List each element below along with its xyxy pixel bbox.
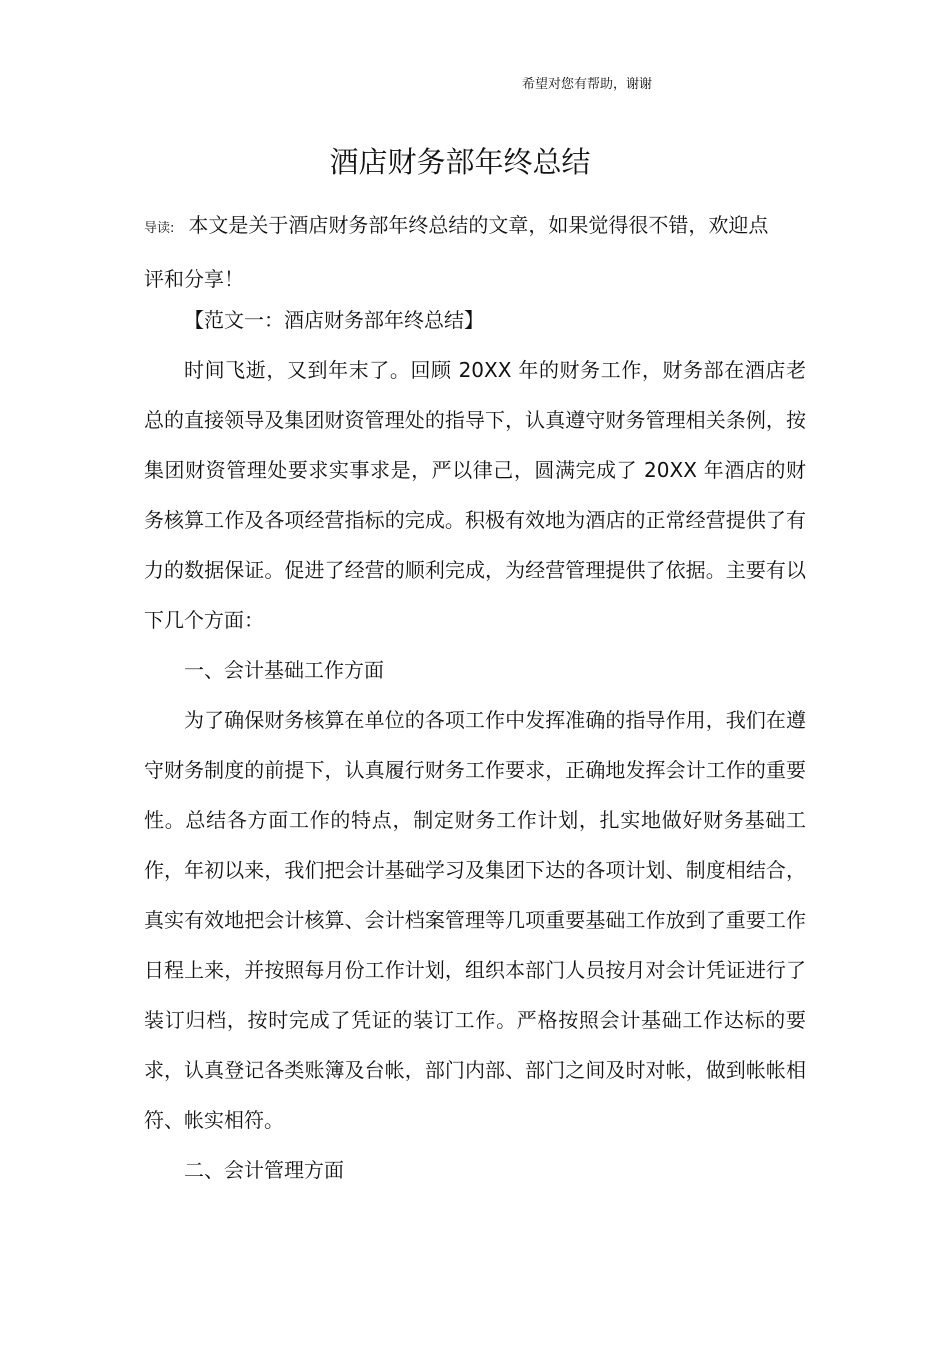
intro-label: 导读: <box>144 221 175 236</box>
section-heading: 二、会计管理方面 <box>184 1158 344 1182</box>
intro-text: 本文是关于酒店财务部年终总结的文章，如果觉得很不错，欢迎点评和分享！ <box>144 213 769 291</box>
section-heading: 一、会计基础工作方面 <box>184 658 384 682</box>
section-heading-sample: 【范文一：酒店财务部年终总结】 <box>184 308 484 332</box>
document-body <box>144 295 806 1195</box>
document-title: 酒店财务部年终总结 <box>329 145 591 179</box>
body-paragraph: 为了确保财务核算在单位的各项工作中发挥准确的指导作用，我们在遵守财务制度的前提下，认真履行财务工作要求，正确地发挥会计工作的重要性。总结各方面工作的特点，制定财务工作计划，扎实地做好财务基础工作，年初以来，我们把会计基础学习及集团下达的各项计划、制度相结合，真实有效地把会计核算、会计档案管理等几项重要基础工作放到了重要工作日程上来，并按照每月份工作计划，组织本部门人员按月对会计凭证进行了装订归档，按时完成了凭证的装订工作。严格按照会计基础工作达标的要求，认真登记各类账簿及台帐，部门内部、部门之间及时对帐，做到帐帐相符、帐实相符。 <box>144 708 806 1132</box>
body-paragraph: 时间飞逝，又到年末了。回顾 20XX 年的财务工作，财务部在酒店老总的直接领导及集团财资管理处的指导下，认真遵守财务管理相关条例，按集团财资管理处要求实事求是，严以律己，圆满完成了 20XX 年酒店的财务核算工作及各项经营指标的完成。积极有效地为酒店的正常经营提供了有力的数据保证。促进了经营的顺利完成，为经营管理提供了依据。主要有以下几个方面： <box>144 358 806 632</box>
intro-block <box>144 200 784 304</box>
header-note: 希望对您有帮助，谢谢 <box>522 77 653 92</box>
